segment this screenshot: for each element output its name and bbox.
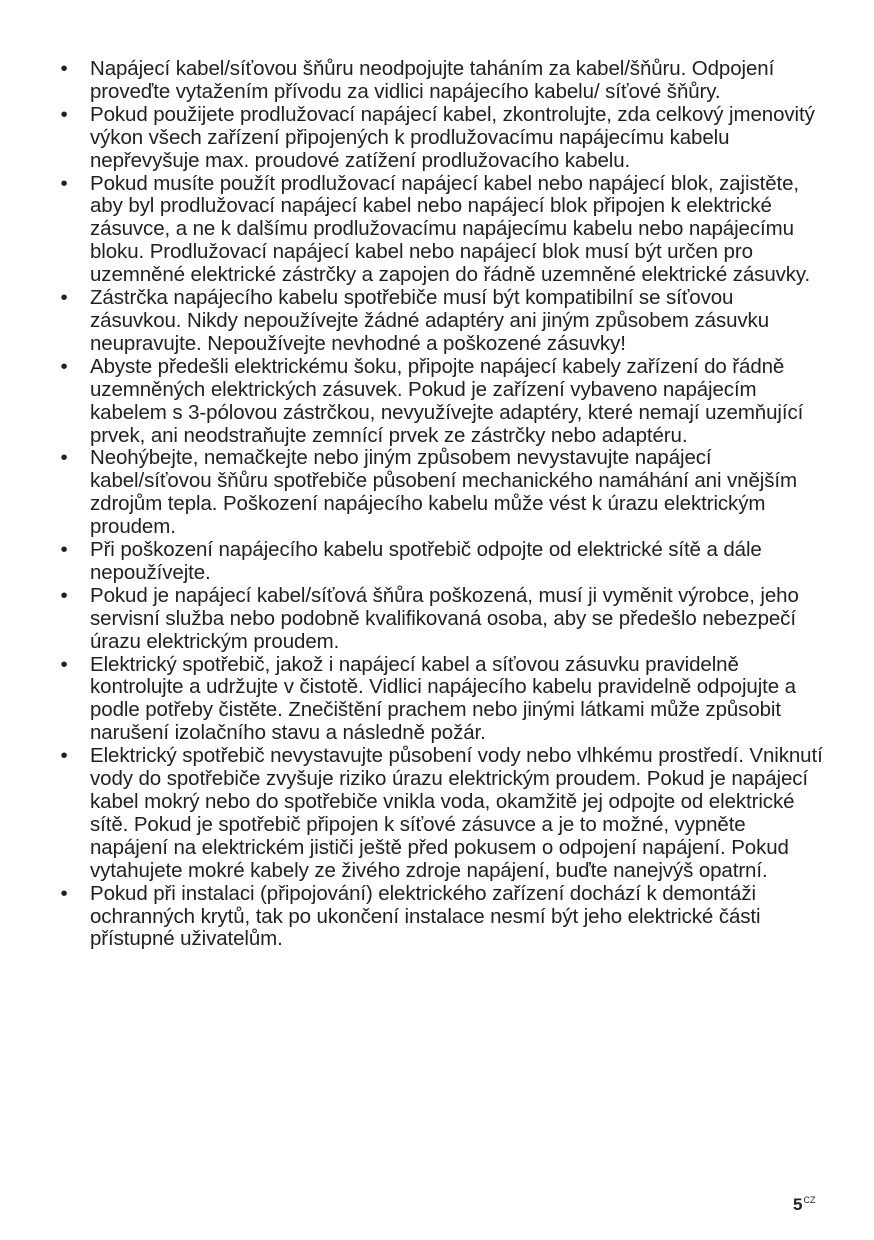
list-item-text: Napájecí kabel/síťovou šňůru neodpojujte taháním za kabel/šňůru. Odpojení proveďte vytažením přívodu za vidlici napájecího kabelu/ síťové šňůry. bbox=[90, 57, 775, 103]
list-item bbox=[58, 173, 828, 288]
bullet-icon: • bbox=[60, 102, 68, 126]
list-item-text: Pokud při instalaci (připojování) elektrického zařízení dochází k demontáži ochranných krytů, tak po ukončení instalace nesmí být jeho elektrické části přístupné uživatelům. bbox=[90, 881, 761, 951]
bullet-icon: • bbox=[60, 538, 68, 562]
list-item bbox=[58, 654, 828, 746]
safety-instructions-list bbox=[58, 58, 828, 951]
list-item bbox=[58, 356, 828, 448]
list-item bbox=[58, 58, 828, 104]
bullet-icon: • bbox=[60, 286, 68, 310]
bullet-icon: • bbox=[60, 652, 68, 676]
list-item-text: Pokud použijete prodlužovací napájecí kabel, zkontrolujte, zda celkový jmenovitý výkon všech zařízení připojených k prodlužovacímu napájecímu kabelu nepřevyšuje max. proudové zatížení prodlužovacího kabelu. bbox=[90, 102, 815, 172]
list-item-text: Zástrčka napájecího kabelu spotřebiče musí být kompatibilní se síťovou zásuvkou. Nikdy nepoužívejte žádné adaptéry ani jiným způsobem zásuvku neupravujte. Nepoužívejte nevhodné a poškozené zásuvky! bbox=[90, 286, 769, 355]
list-item-text: Elektrický spotřebič, jakož i napájecí kabel a síťovou zásuvku pravidelně kontrolujte a udržujte v čistotě. Vidlici napájecího kabelu pravidelně odpojujte a podle potřeby čistěte. Znečištění prachem nebo jinými látkami může způsobit narušení izolačního stavu a následně požár. bbox=[90, 652, 796, 745]
list-item-text: Abyste předešli elektrickému šoku, připojte napájecí kabely zařízení do řádně uzemněných elektrických zásuvek. Pokud je zařízení vybaveno napájecím kabelem s 3-pólovou zástrčkou, nevyužívejte adaptéry, které nemají uzemňující prvek, ani neodstraňujte zemnící prvek ze zástrčky nebo adaptéru. bbox=[90, 354, 804, 447]
language-code: CZ bbox=[803, 1195, 816, 1205]
list-item bbox=[58, 585, 828, 654]
page-number bbox=[793, 1190, 815, 1215]
list-item-text: Pokud je napájecí kabel/síťová šňůra poškozená, musí ji vyměnit výrobce, jeho servisní služba nebo podobně kvalifikovaná osoba, aby se předešlo nebezpečí úrazu elektrickým proudem. bbox=[90, 583, 799, 653]
bullet-icon: • bbox=[60, 171, 68, 195]
list-item-text: Elektrický spotřebič nevystavujte působení vody nebo vlhkému prostředí. Vniknutí vody do spotřebiče zvyšuje riziko úrazu elektrickým proudem. Pokud je napájecí kabel mokrý nebo do spotřebiče vnikla voda, okamžitě jej odpojte od elektrické sítě. Pokud je spotřebič připojen k síťové zásuvce a je to možné, vypněte napájení na elektrickém jističi ještě před pokusem o odpojení napájení. Pokud vytahujete mokré kabely ze živého zdroje napájení, buďte nanejvýš opatrní. bbox=[90, 744, 823, 882]
bullet-icon: • bbox=[60, 744, 68, 768]
list-item-text: Pokud musíte použít prodlužovací napájecí kabel nebo napájecí blok, zajistěte, aby byl prodlužovací napájecí kabel nebo napájecí blok připojen k elektrické zásuvce, a ne k dalšímu prodlužovacímu napájecímu kabelu nebo napájecímu bloku. Prodlužovací napájecí kabel nebo napájecí blok musí být určen pro uzemněné elektrické zástrčky a zapojen do řádně uzemněné elektrické zásuvky. bbox=[90, 171, 811, 287]
document-body bbox=[58, 58, 828, 951]
list-item-text: Neohýbejte, nemačkejte nebo jiným způsobem nevystavujte napájecí kabel/síťovou šňůru spotřebiče působení mechanického namáhání ani vnějším zdrojům tepla. Poškození napájecího kabelu může vést k úrazu elektrickým proudem. bbox=[90, 446, 797, 539]
list-item bbox=[58, 287, 828, 356]
list-item bbox=[58, 745, 828, 882]
bullet-icon: • bbox=[60, 354, 68, 378]
bullet-icon: • bbox=[60, 57, 68, 80]
list-item-text: Při poškození napájecího kabelu spotřebič odpojte od elektrické sítě a dále nepoužívejte. bbox=[90, 538, 762, 584]
list-item bbox=[58, 883, 828, 952]
list-item bbox=[58, 539, 828, 585]
list-item bbox=[58, 104, 828, 173]
bullet-icon: • bbox=[60, 881, 68, 905]
page-number-value: 5 bbox=[793, 1195, 803, 1214]
bullet-icon: • bbox=[60, 446, 68, 470]
list-item bbox=[58, 447, 828, 539]
bullet-icon: • bbox=[60, 583, 68, 607]
